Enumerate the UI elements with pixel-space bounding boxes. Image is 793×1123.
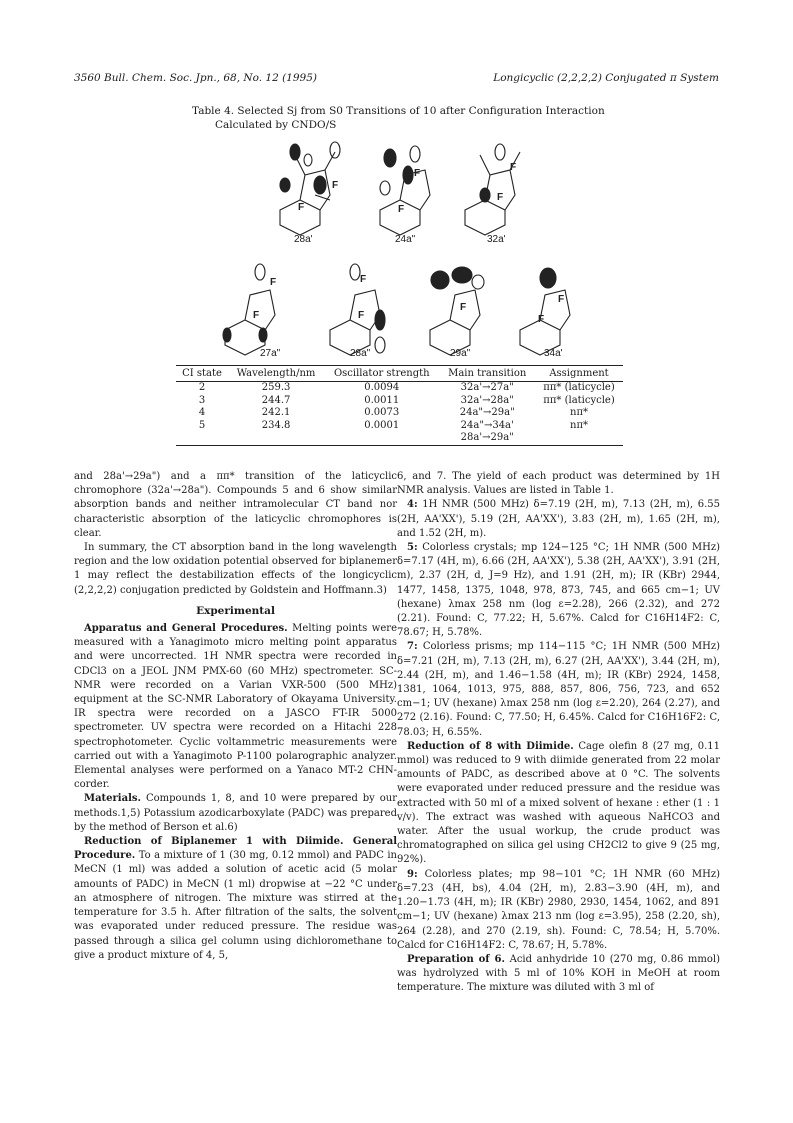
table-caption-line2: Calculated by CNDO/S <box>215 119 337 131</box>
table-cell: 32a'→27a" <box>460 382 514 393</box>
table-cell <box>228 432 324 445</box>
left-column <box>74 470 397 963</box>
table-cell <box>535 432 623 445</box>
paragraph <box>397 868 720 953</box>
table-cell <box>176 432 228 445</box>
svg-text:F: F <box>460 302 467 313</box>
orbital-drawings <box>0 140 793 360</box>
paragraph-heading: Reduction of 8 with Diimide. <box>407 740 574 752</box>
table-cell: 0.0001 <box>364 419 400 431</box>
paragraph: 6, and 7. The yield of each product was determined by 1H NMR analysis. Values are listed in Table 1. <box>397 471 720 497</box>
svg-text:F: F <box>497 192 504 203</box>
table-caption <box>192 104 632 132</box>
paragraph-text: Compounds 1, 8, and 10 were prepared by our methods.1,5) Potassium azodicarboxylate (PADC) was prepared by the method of Berson et al.6) <box>74 793 397 833</box>
table-row <box>176 395 623 408</box>
paragraph-text: To a mixture of 1 (30 mg, 0.12 mmol) and PADC in MeCN (1 ml) was added a solution of acetic acid (5 molar amounts of PADC) in MeCN (1 ml) dropwise at −22 °C under an atmosphere of nitrogen. The mixture was stirred at the temperature for 3.5 h. After filtration of the salts, the solvent was evaporated under reduced pressure. The residue was passed through a silica gel column using dichloromethane to give a product mixture of 4, 5, <box>74 850 397 961</box>
table-cell: ππ* (laticycle) <box>543 382 615 393</box>
table-cell: 234.8 <box>261 419 291 431</box>
table-cell: 24a"→34a' <box>460 419 514 431</box>
paragraph: In summary, the CT absorption band in the long wavelength region and the low oxidation potential observed for biplanemer 1 may reflect the destabilization effects of the longicyclic (2,2,2,2) conjugation predicted by Goldstein and Hoffmann.3) <box>74 542 397 596</box>
paragraph <box>74 622 397 792</box>
paragraph <box>397 498 720 541</box>
table-caption-line1: Table 4. Selected Sj from S0 Transitions of 10 after Configuration Interaction <box>192 105 605 117</box>
paragraph <box>397 953 720 996</box>
table-header-row <box>176 366 623 382</box>
ci-table <box>176 365 623 446</box>
svg-text:F: F <box>510 162 517 173</box>
section-title: Experimental <box>196 604 275 617</box>
table-cell: 0.0073 <box>364 407 400 418</box>
paragraph-heading: Reduction of Biplanemer 1 with Diimide. General Procedure. <box>74 836 397 862</box>
paragraph-text: Acid anhydride 10 (270 mg, 0.86 mmol) was hydrolyzed with 5 ml of 10% KOH in MeOH at room temperature. The mixture was diluted with 3 ml of <box>397 953 720 994</box>
orbital-label-27a-dprime: 27a" <box>260 348 281 359</box>
orbital-label-24a-dprime: 24a" <box>395 234 416 245</box>
svg-text:F: F <box>538 314 545 325</box>
paragraph-text: 1H NMR (500 MHz) δ=7.19 (2H, m), 7.13 (2H, m), 6.55 (2H, AA'XX'), 5.19 (2H, AA'XX'), 3.83 (2H, m), 1.65 (2H, m), and 1.52 (2H, m). <box>397 499 720 539</box>
col-header-assignment: Assignment <box>535 366 623 382</box>
table-cell: 3 <box>198 394 206 406</box>
col-header-ci-state: CI state <box>176 366 228 382</box>
orbital-figure <box>0 140 793 360</box>
table-cell: 5 <box>198 419 206 431</box>
svg-text:F: F <box>270 277 277 288</box>
paragraph <box>74 792 397 835</box>
table-cell: 24a"→29a" <box>459 407 515 418</box>
svg-text:F: F <box>332 180 339 191</box>
svg-text:F: F <box>298 202 305 213</box>
svg-text:F: F <box>358 310 365 321</box>
paragraph <box>397 740 720 868</box>
svg-text:F: F <box>398 204 405 215</box>
paragraph-heading: Materials. <box>84 793 141 805</box>
paragraph <box>397 640 720 739</box>
orbital-label-28a-dprime: 28a" <box>350 348 371 359</box>
table-cell: nπ* <box>570 407 589 418</box>
table-cell: 32a'→28a" <box>460 394 514 406</box>
table-cell: 242.1 <box>261 407 291 418</box>
paragraph-heading: Apparatus and General Procedures. <box>84 623 288 635</box>
paragraph: and 28a'→29a") and a ππ* transition of the laticyclic chromophore (32a'→28a"). Compounds 5 and 6 show similar absorption bands and neither intramolecular CT band nor characteristic absorption of the laticyclic chromophores is clear. <box>74 471 397 539</box>
orbital-label-32a-prime: 32a' <box>487 234 506 245</box>
table-row <box>176 420 623 433</box>
orbital-label-34a-prime: 34a' <box>544 348 563 359</box>
table-row <box>176 432 623 445</box>
paragraph-text: Colorless plates; mp 98−101 °C; 1H NMR (60 MHz) δ=7.23 (4H, bs), 4.04 (2H, m), 2.83−3.90 (4H, m), and 1.20−1.73 (4H, m); IR (KBr) 2980, 2930, 1454, 1062, and 891 cm−1; UV (hexane) λmax 213 nm (log ε=3.95), 258 (2.20, sh), 264 (2.28), and 270 (2.19, sh). Found: C, 78.54; H, 5.70%. Calcd for C16H14F2: C, 78.67; H, 5.78%. <box>397 868 720 951</box>
right-column <box>397 470 720 996</box>
svg-text:F: F <box>558 294 565 305</box>
table-cell: 244.7 <box>261 394 291 406</box>
svg-text:F: F <box>414 168 421 179</box>
table-cell: 259.3 <box>261 382 291 393</box>
table-cell: 2 <box>198 382 206 393</box>
svg-text:F: F <box>253 310 260 321</box>
table-row <box>176 407 623 420</box>
paragraph-heading: 4: <box>407 499 418 511</box>
orbital-label-29a-dprime: 29a" <box>450 348 471 359</box>
svg-text:F: F <box>360 274 367 285</box>
paragraph <box>74 835 397 963</box>
running-header-left: 3560 Bull. Chem. Soc. Jpn., 68, No. 12 (1995) <box>74 72 317 84</box>
col-header-wavelength: Wavelength/nm <box>228 366 324 382</box>
paragraph-text: Colorless prisms; mp 114−115 °C; 1H NMR (500 MHz) δ=7.21 (2H, m), 7.13 (2H, m), 6.27 (2H, AA'XX'), 3.44 (2H, m), 2.44 (2H, m), and 1.46−1.58 (4H, m); IR (KBr) 2924, 1458, 1381, 1064, 1013, 975, 888, 857, 806, 756, 723, and 652 cm−1; UV (hexane) λmax 258 nm (log ε=2.20), 264 (2.27), and 272 (2.16). Found: C, 77.50; H, 6.45%. Calcd for C16H16F2: C, 78.03; H, 6.55%. <box>397 641 720 738</box>
table-cell: 4 <box>198 407 206 418</box>
paragraph <box>397 541 720 640</box>
paragraph-heading: 7: <box>407 641 418 653</box>
col-header-oscillator: Oscillator strength <box>324 366 439 382</box>
table-cell: 0.0011 <box>364 394 400 406</box>
table-cell: 28a'→29a" <box>439 432 535 445</box>
paragraph-heading: 5: <box>407 542 418 554</box>
table-cell <box>324 432 439 445</box>
paragraph-text: Cage olefin 8 (27 mg, 0.11 mmol) was reduced to 9 with diimide generated from 22 molar amounts of PADC, as described above at 0 °C. The solvents were evaporated under reduced pressure and the residue was extracted with 50 ml of a mixed solvent of hexane : ether (1 : 1 v/v). The extract was washed with aqueous NaHCO3 and water. After the usual workup, the crude product was chromatographed on silica gel using CH2Cl2 to give 9 (25 mg, 92%). <box>397 740 720 866</box>
paragraph-heading: 9: <box>407 868 418 880</box>
paragraph-text: Colorless crystals; mp 124−125 °C; 1H NMR (500 MHz) δ=7.17 (4H, m), 6.66 (2H, AA'XX'), 5.38 (2H, AA'XX'), 3.91 (2H, m), 2.37 (2H, d, J=9 Hz), and 1.91 (2H, m); IR (KBr) 2944, 1477, 1458, 1375, 1048, 978, 873, 745, and 665 cm−1; UV (hexane) λmax 258 nm (log ε=2.28), 266 (2.32), and 272 (2.21). Found: C, 77.22; H, 5.67%. Calcd for C16H14F2: C, 78.67; H, 5.78%. <box>397 542 720 639</box>
running-header-right: Longicyclic (2,2,2,2) Conjugated π System <box>493 72 719 84</box>
paragraph-text: Melting points were measured with a Yanagimoto micro melting point apparatus and were uncorrected. 1H NMR spectra were recorded in CDCl3 on a JEOL JNM PMX-60 (60 MHz) spectrometer. SC-NMR were recorded on a Varian VXR-500 (500 MHz) equipment at the SC-NMR Laboratory of Okayama University. IR spectra were recorded on a JASCO FT-IR 5000 spectrometer. UV spectra were recorded on a Hitachi 228 spectrophotometer. Cyclic voltammetric measurements were carried out with a Yanagimoto P-1100 polarographic analyzer. Elemental analyses were performed on a Yanaco MT-2 CHN-corder. <box>74 623 397 791</box>
col-header-transition: Main transition <box>439 366 535 382</box>
orbital-label-28a-prime: 28a' <box>294 234 313 245</box>
table-row <box>176 382 623 395</box>
table-cell: nπ* <box>570 419 589 431</box>
table-cell: ππ* (laticycle) <box>543 394 615 406</box>
paragraph-heading: Preparation of 6. <box>407 953 505 965</box>
table-cell: 0.0094 <box>364 382 400 393</box>
